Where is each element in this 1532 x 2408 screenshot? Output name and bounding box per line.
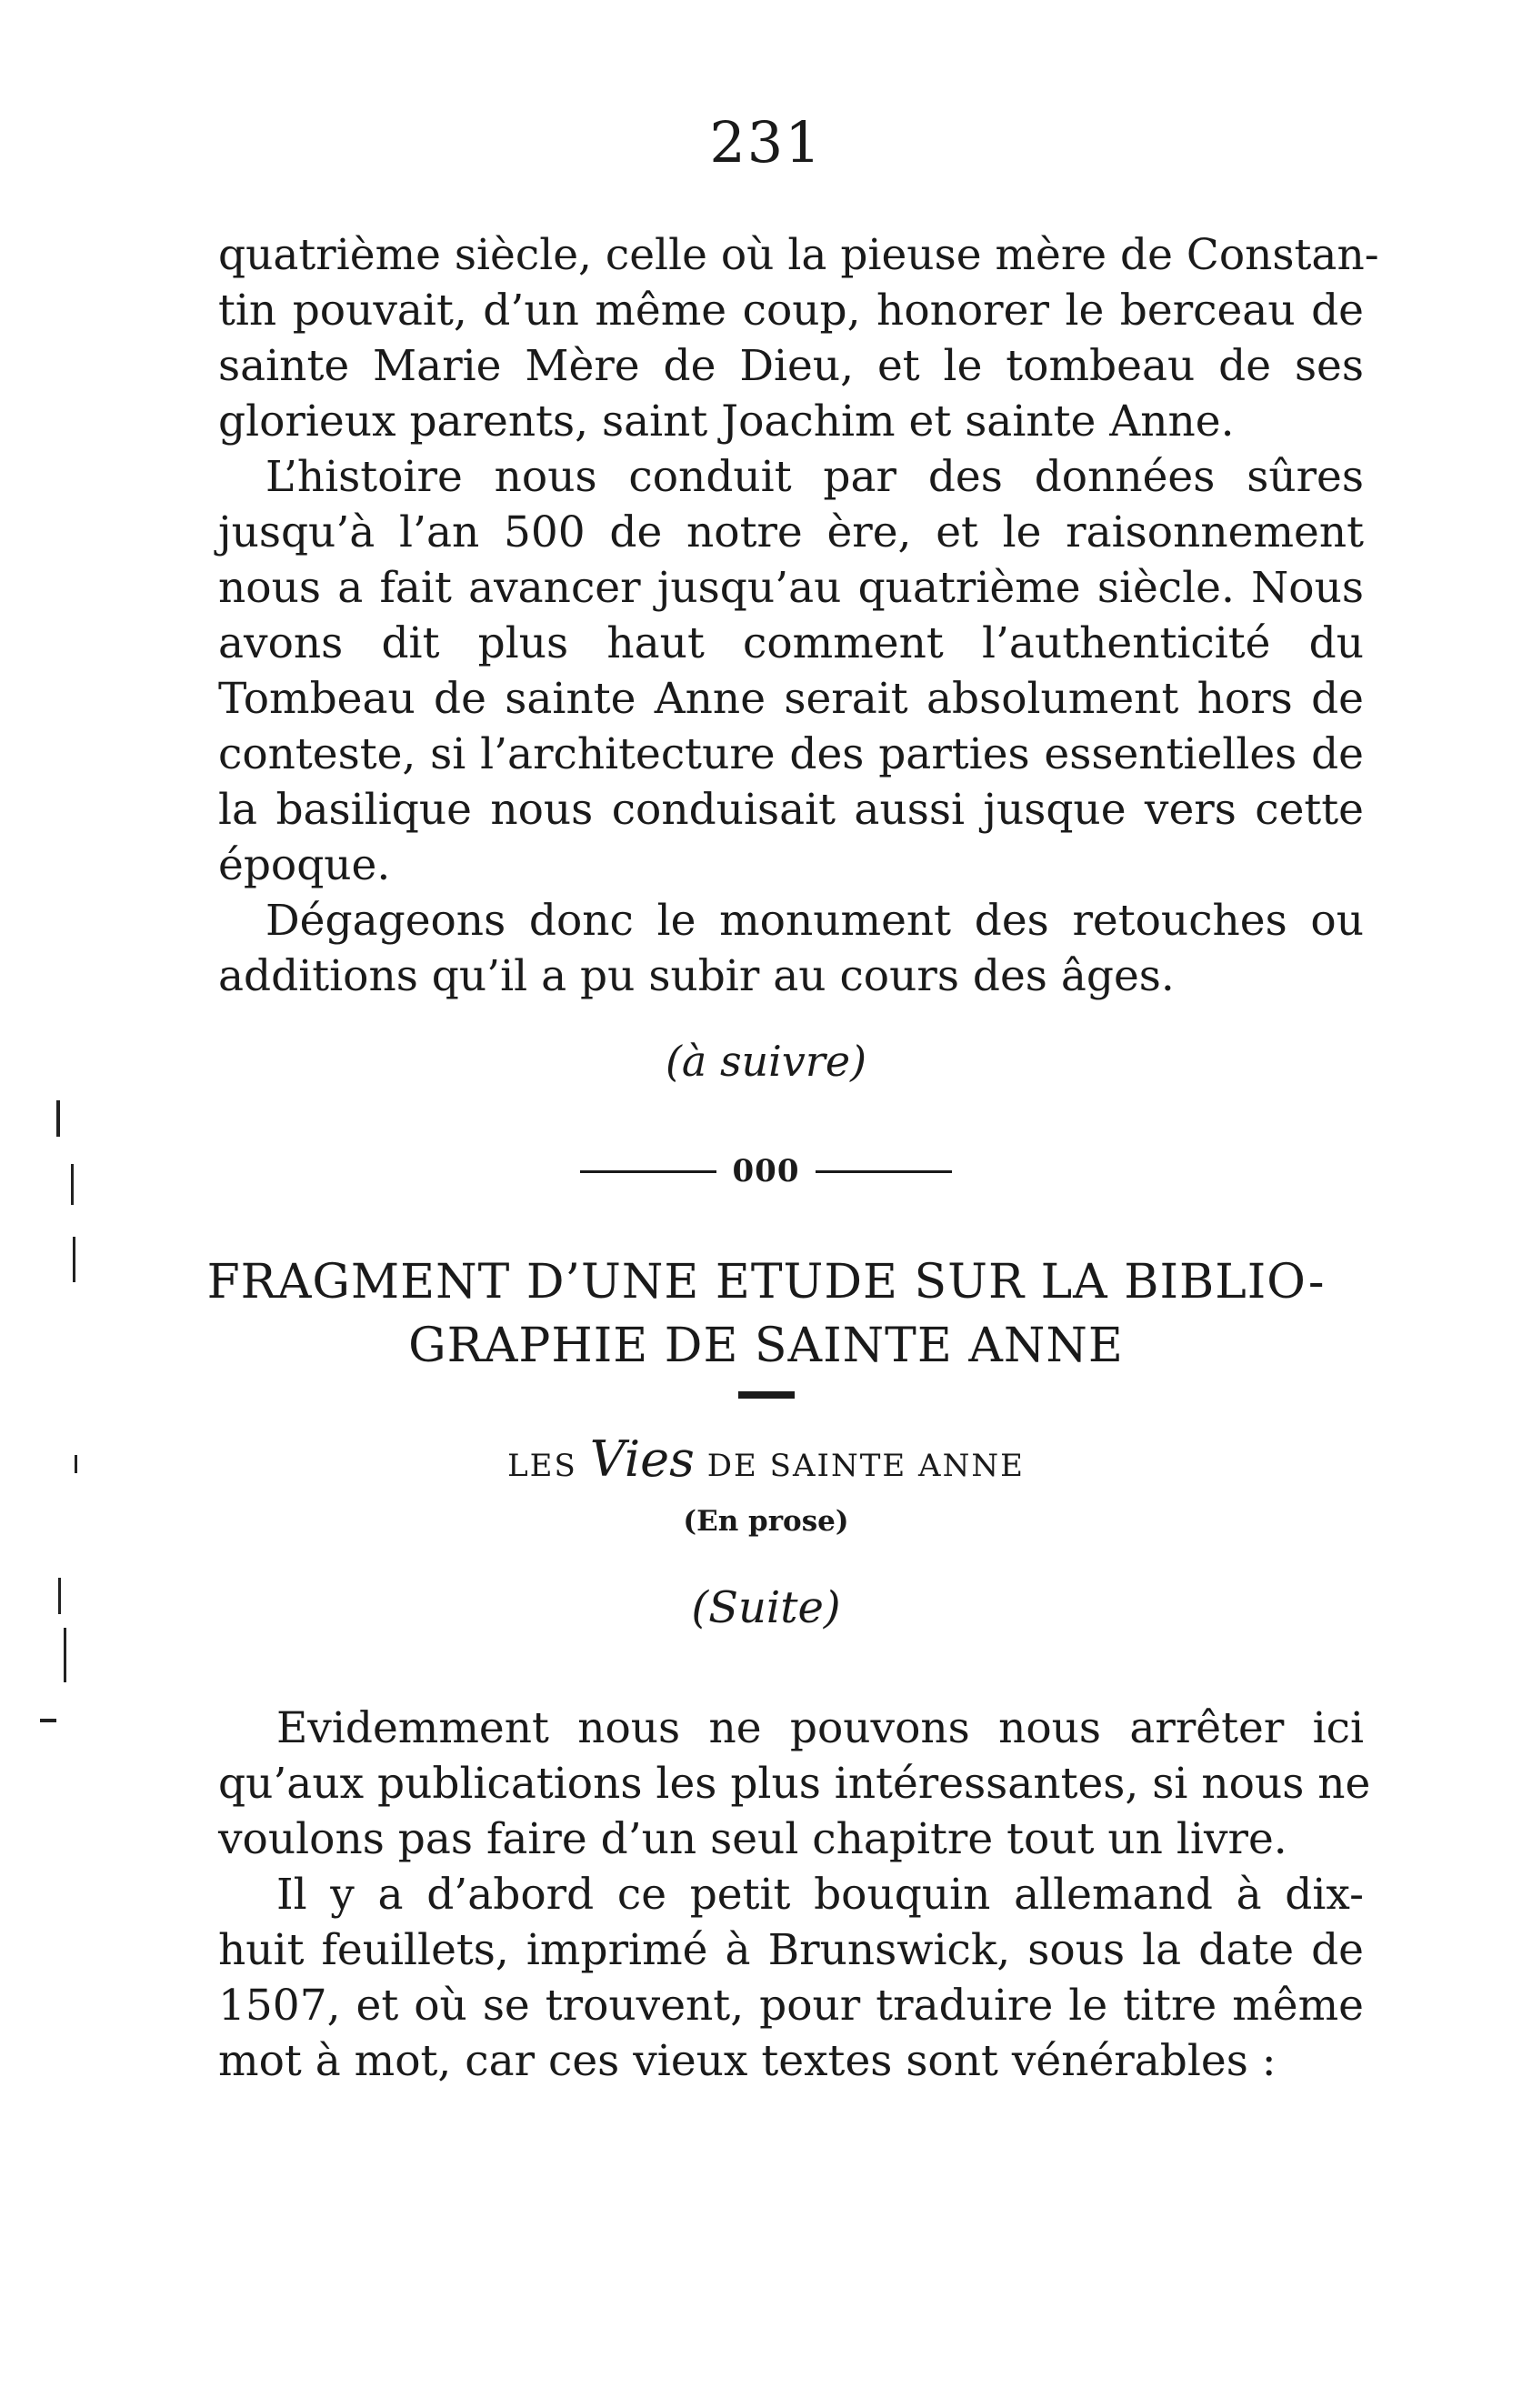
article-title <box>0 1250 1532 1378</box>
text-line: 1507, et où se trouvent, pour traduire le titre même <box>218 1981 1364 2031</box>
text-line: la basilique nous conduisait aussi jusque vers cette <box>218 785 1364 835</box>
title-line: GRAPHIE DE SAINTE ANNE <box>408 1319 1124 1373</box>
title-line: FRAGMENT D’UNE ETUDE SUR LA BIBLIO- <box>206 1255 1326 1309</box>
separator-rule-right <box>816 1170 952 1173</box>
section-separator <box>0 1153 1532 1189</box>
article-paragraph-2 <box>218 1867 1364 2089</box>
subtitle-suffix: DE SAINTE ANNE <box>706 1448 1025 1484</box>
paragraph-2 <box>218 449 1364 893</box>
text-line: époque. <box>218 840 391 890</box>
separator-text: 000 <box>732 1153 800 1189</box>
scan-margin-mark <box>71 1164 74 1205</box>
text-line: sainte Marie Mère de Dieu, et le tombeau de ses <box>218 341 1364 391</box>
text-line: avons dit plus haut comment l’authenticité du <box>218 618 1364 668</box>
prose-note: (En prose) <box>683 1505 849 1538</box>
title-rule <box>738 1391 795 1399</box>
text-line: Evidemment nous ne pouvons nous arrêter ici <box>276 1703 1364 1753</box>
text-line: jusqu’à l’an 500 de notre ère, et le raisonnement <box>218 507 1364 557</box>
paragraph-3 <box>218 893 1364 1004</box>
paragraph-1 <box>218 227 1379 449</box>
text-line: Tombeau de sainte Anne serait absolument hors de <box>218 674 1364 724</box>
text-line: glorieux parents, saint Joachim et sainte Anne. <box>218 396 1235 446</box>
article-subtitle <box>0 1430 1532 1488</box>
text-line: voulons pas faire d’un seul chapitre tout un livre. <box>218 1814 1287 1864</box>
text-line: qu’aux publications les plus intéressantes, si nous ne <box>218 1759 1371 1809</box>
subtitle-prefix: LES <box>507 1448 577 1484</box>
text-line: additions qu’il a pu subir au cours des âges. <box>218 951 1175 1001</box>
text-line: L’histoire nous conduit par des données sûres <box>265 452 1364 502</box>
page-number: 231 <box>709 109 823 176</box>
text-line: tin pouvait, d’un même coup, honorer le berceau de <box>218 286 1364 336</box>
scan-margin-mark <box>64 1628 66 1682</box>
subtitle-italic: Vies <box>589 1430 695 1488</box>
text-line: quatrième siècle, celle où la pieuse mère de Constan- <box>218 230 1379 280</box>
suite-note: (Suite) <box>691 1582 841 1633</box>
separator-rule-left <box>580 1170 716 1173</box>
article-paragraph-1 <box>218 1701 1371 1867</box>
scan-margin-mark <box>73 1237 75 1282</box>
scan-margin-mark <box>58 1578 61 1614</box>
scan-margin-mark <box>75 1455 77 1473</box>
scan-margin-mark <box>40 1719 56 1722</box>
text-line: huit feuillets, imprimé à Brunswick, sous la date de <box>218 1925 1364 1975</box>
text-line: mot à mot, car ces vieux textes sont vénérables : <box>218 2036 1277 2086</box>
text-line: Dégageons donc le monument des retouches ou <box>265 896 1364 946</box>
a-suivre-note: (à suivre) <box>665 1037 867 1086</box>
scan-margin-mark <box>56 1100 60 1137</box>
text-line: nous a fait avancer jusqu’au quatrième siècle. Nous <box>218 563 1364 613</box>
text-line: Il y a d’abord ce petit bouquin allemand à dix- <box>276 1870 1364 1920</box>
text-line: conteste, si l’architecture des parties essentielles de <box>218 729 1364 779</box>
